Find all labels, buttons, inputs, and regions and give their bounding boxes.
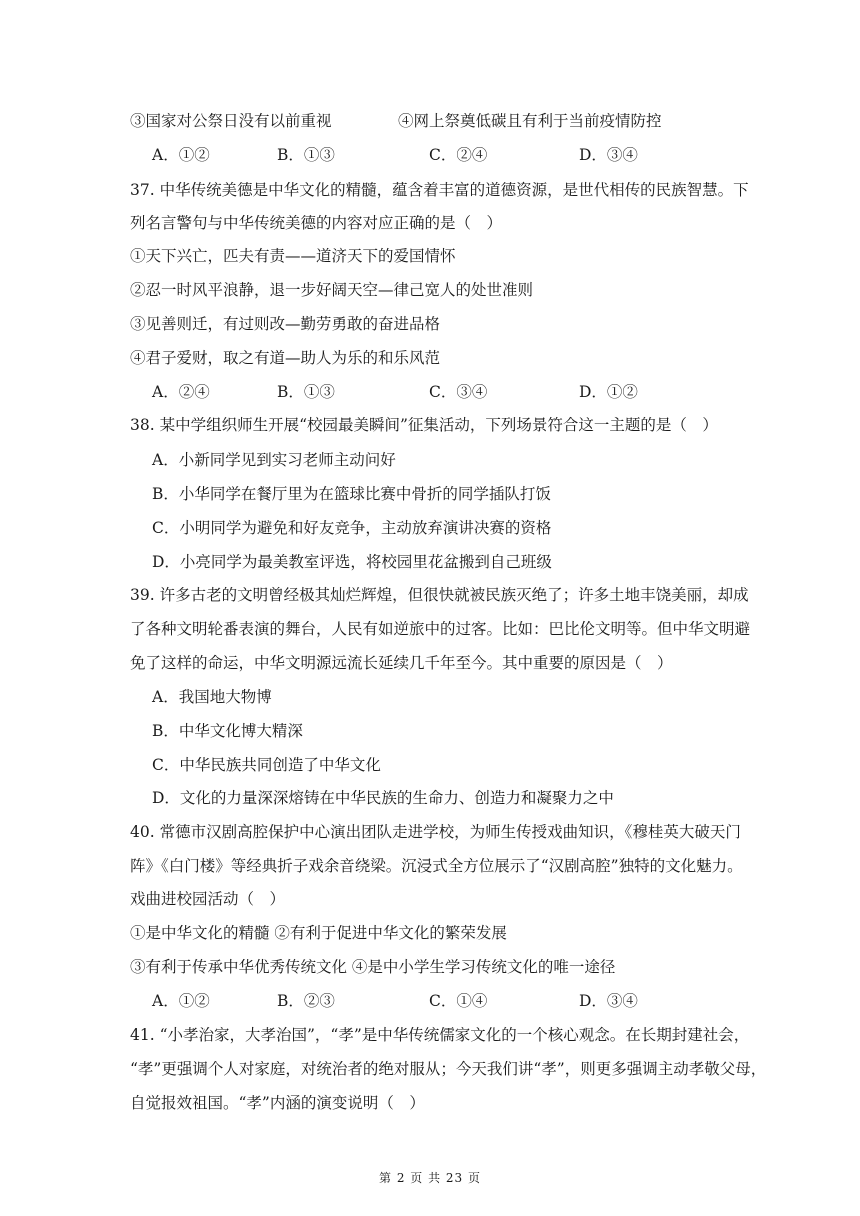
option-c: C．②④ [429, 146, 488, 164]
q41-stem-line2: “孝”更强调个人对家庭，对统治者的绝对服从；今天我们讲“孝”，则更多强调主动孝敬父母， [130, 1060, 767, 1078]
statement-4: ④网上祭奠低碳且有利于当前疫情防控 [398, 112, 662, 130]
q38-option-b: B．小华同学在餐厅里为在篮球比赛中骨折的同学插队打饭 [152, 485, 551, 503]
option-b: B．①③ [277, 383, 335, 401]
q37-stem-line2: 列名言警句与中华传统美德的内容对应正确的是（ ） [130, 214, 503, 232]
q38-option-d: D．小亮同学为最美教室评选，将校园里花盆搬到自己班级 [152, 553, 552, 571]
option-d: D．①② [579, 383, 638, 401]
option-b: B．①③ [277, 146, 335, 164]
q40-statements-3-4: ③有利于传承中华优秀传统文化 ④是中小学生学习传统文化的唯一途径 [130, 958, 616, 976]
q41-stem-line1: 41. “小孝治家，大孝治国”，“孝”是中华传统儒家文化的一个核心观念。在长期封建社会， [130, 1026, 750, 1044]
q40-stem-line2: 阵》《白门楼》等经典折子戏余音绕梁。沉浸式全方位展示了“汉剧高腔”独特的文化魅力。 [130, 857, 743, 875]
option-a: A．①② [152, 146, 210, 164]
option-a: A．①② [152, 992, 210, 1010]
q37-statement-3: ③见善则迁，有过则改—勤劳勇敢的奋进品格 [130, 315, 441, 333]
q40-stem-line3: 戏曲进校园活动（ ） [130, 890, 286, 908]
q39-option-d: D．文化的力量深深熔铸在中华民族的生命力、创造力和凝聚力之中 [152, 789, 614, 807]
q40-stem-line1: 40. 常德市汉剧高腔保护中心演出团队走进学校，为师生传授戏曲知识，《穆桂英大破天门 [130, 823, 741, 841]
page-footer: 第 2 页 共 23 页 [379, 1171, 481, 1185]
statement-3: ③国家对公祭日没有以前重视 [130, 112, 332, 130]
q38-stem: 38. 某中学组织师生开展“校园最美瞬间”征集活动，下列场景符合这一主题的是（ ） [130, 416, 718, 434]
q39-option-b: B．中华文化博大精深 [152, 722, 303, 740]
q40-statements-1-2: ①是中华文化的精髓 ②有利于促进中华文化的繁荣发展 [130, 924, 507, 942]
q39-option-a: A．我国地大物博 [152, 688, 272, 706]
q37-statement-2: ②忍一时风平浪静，退一步好阔天空—律己宽人的处世准则 [130, 281, 534, 299]
option-d: D．③④ [579, 992, 638, 1010]
option-c: C．①④ [429, 992, 488, 1010]
q41-stem-line3: 自觉报效祖国。“孝”内涵的演变说明（ ） [130, 1094, 425, 1112]
q37-statement-4: ④君子爱财，取之有道—助人为乐的和乐风范 [130, 349, 441, 367]
q38-option-c: C．小明同学为避免和好友竞争，主动放弃演讲决赛的资格 [152, 519, 552, 537]
option-a: A．②④ [152, 383, 210, 401]
q39-stem-line3: 免了这样的命运，中华文明源远流长延续几千年至今。其中重要的原因是（ ） [130, 654, 673, 672]
q39-stem-line2: 了各种文明轮番表演的舞台，人民有如逆旅中的过客。比如：巴比伦文明等。但中华文明避 [130, 620, 751, 638]
q37-statement-1: ①天下兴亡，匹夫有责——道济天下的爱国情怀 [130, 247, 456, 265]
option-d: D．③④ [579, 146, 638, 164]
q38-option-a: A．小新同学见到实习老师主动问好 [152, 451, 396, 469]
option-b: B．②③ [277, 992, 335, 1010]
q39-stem-line1: 39. 许多古老的文明曾经极其灿烂辉煌，但很快就被民族灭绝了；许多土地丰饶美丽，却成 [130, 586, 749, 604]
q39-option-c: C．中华民族共同创造了中华文化 [152, 756, 381, 774]
option-c: C．③④ [429, 383, 488, 401]
q37-stem-line1: 37. 中华传统美德是中华文化的精髓，蕴含着丰富的道德资源，是世代相传的民族智慧。下 [130, 181, 749, 199]
